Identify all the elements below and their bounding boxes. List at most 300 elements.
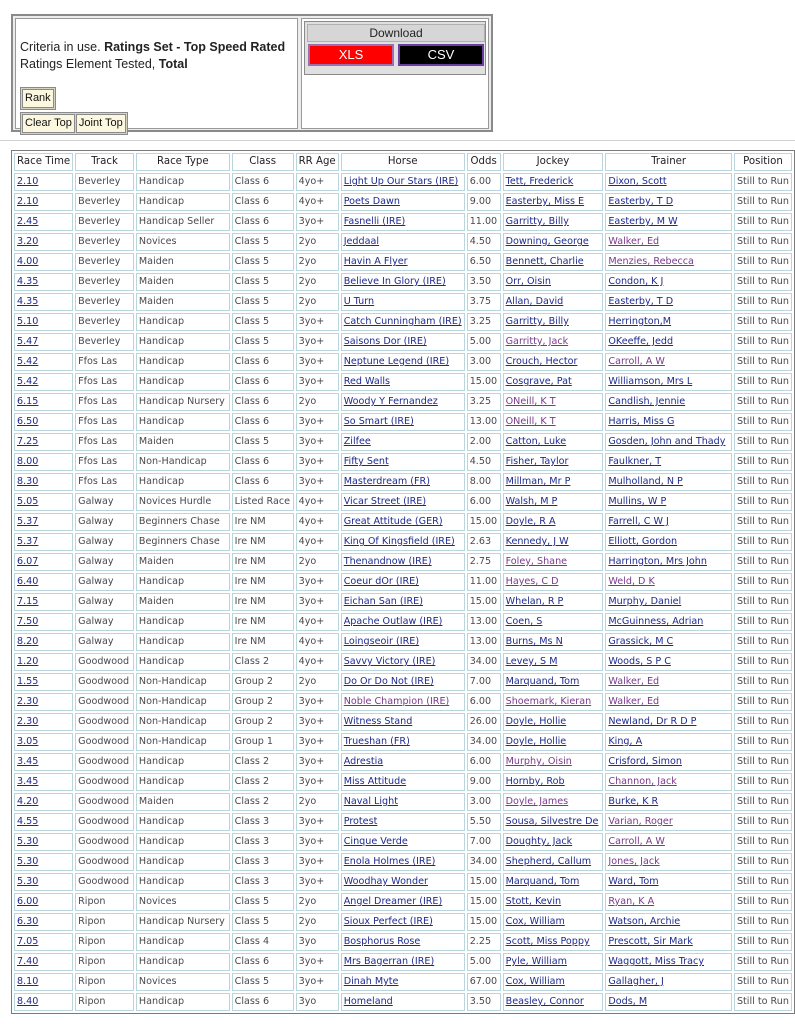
class-cell: Group 2 [232, 673, 294, 691]
table-row [14, 993, 792, 1011]
trainer-cell [605, 193, 732, 211]
ratings-set: Ratings Set - Top Speed Rated [104, 40, 286, 54]
trainer-link[interactable]: Watson, Archie [608, 916, 681, 927]
rr-age-cell: 2yo [296, 233, 339, 251]
horse-link[interactable]: Jeddaal [343, 236, 380, 247]
jockey-link[interactable]: Shoemark, Kieran [505, 696, 592, 707]
odds-cell: 6.50 [467, 253, 501, 271]
jockey-cell [503, 293, 604, 311]
horse-link[interactable]: Loingseoir (IRE) [343, 636, 420, 647]
track-cell: Beverley [75, 313, 134, 331]
rr-age-cell: 3yo [296, 993, 339, 1011]
time-cell [14, 553, 73, 571]
horse-link[interactable]: U Turn [343, 296, 375, 307]
trainer-link[interactable]: Harris, Miss G [608, 416, 675, 427]
horse-link[interactable]: Eichan San (IRE) [343, 596, 423, 607]
time-cell [14, 653, 73, 671]
rr-age-cell: 3yo+ [296, 713, 339, 731]
trainer-link[interactable]: Burke, K R [608, 796, 659, 807]
trainer-link[interactable]: Elliott, Gordon [608, 536, 678, 547]
horse-link[interactable]: Savvy Victory (IRE) [343, 656, 436, 667]
jockey-link[interactable]: Hornby, Rob [505, 776, 565, 787]
race-time-link[interactable]: 6.40 [17, 576, 39, 587]
jockey-link[interactable]: Tett, Frederick [505, 176, 574, 187]
time-cell [14, 973, 73, 991]
race-time-link[interactable]: 2.30 [17, 696, 39, 707]
jockey-link[interactable]: Easterby, Miss E [505, 196, 585, 207]
horse-link[interactable]: Naval Light [343, 796, 398, 807]
header-odds: Odds [467, 153, 501, 171]
jockey-link[interactable]: Doyle, James [505, 796, 569, 807]
horse-link[interactable]: Protest [343, 816, 378, 827]
jockey-link[interactable]: Sousa, Silvestre De [505, 816, 599, 827]
trainer-link[interactable]: Varian, Roger [608, 816, 673, 827]
horse-link[interactable]: Mrs Bagerran (IRE) [343, 956, 435, 967]
track-cell: Ripon [75, 953, 134, 971]
class-cell: Class 6 [232, 213, 294, 231]
horse-link[interactable]: Miss Attitude [343, 776, 407, 787]
horse-link[interactable]: Bosphorus Rose [343, 936, 421, 947]
trainer-link[interactable]: Weld, D K [608, 576, 655, 587]
horse-link[interactable]: Havin A Flyer [343, 256, 408, 267]
race-time-link[interactable]: 5.30 [17, 876, 39, 887]
jockey-link[interactable]: Millman, Mr P [505, 476, 571, 487]
race-time-link[interactable]: 8.20 [17, 636, 39, 647]
table-row [14, 393, 792, 411]
trainer-cell [605, 433, 732, 451]
jockey-link[interactable]: Cox, William [505, 976, 565, 987]
trainer-link[interactable]: Easterby, T D [608, 196, 674, 207]
class-cell: Class 5 [232, 893, 294, 911]
table-row [14, 193, 792, 211]
trainer-link[interactable]: Carroll, A W [608, 356, 665, 367]
track-cell: Ffos Las [75, 393, 134, 411]
jockey-link[interactable]: Whelan, R P [505, 596, 564, 607]
jockey-link[interactable]: Murphy, Oisin [505, 756, 572, 767]
trainer-link[interactable]: Easterby, M W [608, 216, 678, 227]
jockey-link[interactable]: Hayes, C D [505, 576, 559, 587]
race-time-link[interactable]: 1.55 [17, 676, 39, 687]
track-cell: Galway [75, 493, 134, 511]
horse-cell [341, 813, 465, 831]
horse-link[interactable]: Catch Cunningham (IRE) [343, 316, 462, 327]
jockey-link[interactable]: Coen, S [505, 616, 543, 627]
race-time-link[interactable]: 7.40 [17, 956, 39, 967]
race-time-link[interactable]: 7.05 [17, 936, 39, 947]
jockey-link[interactable]: ONeill, K T [505, 416, 556, 427]
trainer-cell [605, 393, 732, 411]
track-cell: Beverley [75, 213, 134, 231]
race-time-link[interactable]: 3.45 [17, 756, 39, 767]
race-time-link[interactable]: 5.05 [17, 496, 39, 507]
horse-cell [341, 493, 465, 511]
jockey-link[interactable]: Garritty, Billy [505, 316, 569, 327]
trainer-link[interactable]: Murphy, Daniel [608, 596, 682, 607]
race-time-link[interactable]: 6.15 [17, 396, 39, 407]
trainer-link[interactable]: Easterby, T D [608, 296, 674, 307]
race-time-link[interactable]: 6.00 [17, 896, 39, 907]
track-cell: Goodwood [75, 673, 134, 691]
track-cell: Goodwood [75, 853, 134, 871]
jockey-link[interactable]: Doughty, Jack [505, 836, 573, 847]
rr-age-cell: 2yo [296, 673, 339, 691]
race-type-cell: Handicap [136, 473, 230, 491]
trainer-link[interactable]: McGuinness, Adrian [608, 616, 704, 627]
time-cell [14, 813, 73, 831]
race-type-cell: Handicap Seller [136, 213, 230, 231]
jockey-link[interactable]: Marquand, Tom [505, 676, 580, 687]
trainer-cell [605, 253, 732, 271]
position-cell: Still to Run [734, 233, 792, 251]
time-cell [14, 313, 73, 331]
rr-age-cell: 3yo+ [296, 353, 339, 371]
race-type-cell: Novices [136, 233, 230, 251]
horse-link[interactable]: Do Or Do Not (IRE) [343, 676, 434, 687]
jockey-cell [503, 373, 604, 391]
jockey-link[interactable]: Foley, Shane [505, 556, 568, 567]
trainer-link[interactable]: Herrington,M [608, 316, 672, 327]
trainer-link[interactable]: Condon, K J [608, 276, 664, 287]
race-time-link[interactable]: 1.20 [17, 656, 39, 667]
jockey-cell [503, 333, 604, 351]
class-cell: Class 6 [232, 953, 294, 971]
race-time-link[interactable]: 5.30 [17, 836, 39, 847]
horse-link[interactable]: Poets Dawn [343, 196, 400, 207]
table-row [14, 333, 792, 351]
horse-link[interactable]: Masterdream (FR) [343, 476, 430, 487]
horse-link[interactable]: Cinque Verde [343, 836, 408, 847]
race-type-cell: Maiden [136, 793, 230, 811]
jockey-link[interactable]: Downing, George [505, 236, 589, 247]
position-cell: Still to Run [734, 593, 792, 611]
trainer-link[interactable]: Faulkner, T [608, 456, 662, 467]
race-time-link[interactable]: 5.42 [17, 356, 39, 367]
race-time-link[interactable]: 2.10 [17, 196, 39, 207]
header-race-time: Race Time [14, 153, 73, 171]
time-cell [14, 693, 73, 711]
trainer-link[interactable]: Walker, Ed [608, 236, 660, 247]
track-cell: Ripon [75, 993, 134, 1011]
trainer-link[interactable]: Grassick, M C [608, 636, 674, 647]
trainer-cell [605, 853, 732, 871]
rr-age-cell: 2yo [296, 553, 339, 571]
horse-link[interactable]: Noble Champion (IRE) [343, 696, 450, 707]
trainer-link[interactable]: Mulholland, N P [608, 476, 683, 487]
race-time-link[interactable]: 2.45 [17, 216, 39, 227]
race-time-link[interactable]: 5.37 [17, 536, 39, 547]
jockey-link[interactable]: Catton, Luke [505, 436, 567, 447]
race-time-link[interactable]: 5.10 [17, 316, 39, 327]
trainer-link[interactable]: Dixon, Scott [608, 176, 667, 187]
race-type-cell: Handicap [136, 353, 230, 371]
trainer-cell [605, 493, 732, 511]
odds-cell: 9.00 [467, 773, 501, 791]
trainer-link[interactable]: Harrington, Mrs John [608, 556, 707, 567]
race-time-link[interactable]: 8.10 [17, 976, 39, 987]
clear-top-button[interactable]: Clear Top [22, 114, 75, 133]
jockey-link[interactable]: Doyle, Hollie [505, 716, 567, 727]
track-cell: Ffos Las [75, 413, 134, 431]
race-time-link[interactable]: 6.50 [17, 416, 39, 427]
download-csv-button[interactable]: CSV [398, 44, 484, 66]
race-time-link[interactable]: 6.07 [17, 556, 39, 567]
jockey-cell [503, 273, 604, 291]
horse-cell [341, 173, 465, 191]
horse-cell [341, 633, 465, 651]
race-type-cell: Handicap [136, 933, 230, 951]
race-type-cell: Handicap [136, 173, 230, 191]
race-time-link[interactable]: 4.35 [17, 276, 39, 287]
odds-cell: 6.00 [467, 493, 501, 511]
class-cell: Class 6 [232, 193, 294, 211]
trainer-link[interactable]: Walker, Ed [608, 696, 660, 707]
jockey-cell [503, 233, 604, 251]
trainer-link[interactable]: Woods, S P C [608, 656, 671, 667]
track-cell: Ffos Las [75, 453, 134, 471]
criteria-prefix: Criteria in use. [20, 40, 105, 54]
trainer-link[interactable]: Ward, Tom [608, 876, 659, 887]
position-cell: Still to Run [734, 413, 792, 431]
race-time-link[interactable]: 3.05 [17, 736, 39, 747]
horse-cell [341, 593, 465, 611]
horse-link[interactable]: Zilfee [343, 436, 371, 447]
race-time-link[interactable]: 4.20 [17, 796, 39, 807]
race-time-link[interactable]: 8.00 [17, 456, 39, 467]
odds-cell: 3.25 [467, 393, 501, 411]
jockey-link[interactable]: Stott, Kevin [505, 896, 562, 907]
table-row [14, 813, 792, 831]
horse-link[interactable]: Adrestia [343, 756, 384, 767]
header-horse: Horse [341, 153, 465, 171]
jockey-cell [503, 693, 604, 711]
horse-link[interactable]: Fifty Sent [343, 456, 389, 467]
race-time-link[interactable]: 3.20 [17, 236, 39, 247]
trainer-link[interactable]: Menzies, Rebecca [608, 256, 694, 267]
trainer-link[interactable]: Prescott, Sir Mark [608, 936, 693, 947]
trainer-link[interactable]: Channon, Jack [608, 776, 677, 787]
race-time-link[interactable]: 5.37 [17, 516, 39, 527]
time-cell [14, 673, 73, 691]
time-cell [14, 933, 73, 951]
class-cell: Class 6 [232, 173, 294, 191]
horse-link[interactable]: Red Walls [343, 376, 391, 387]
horse-link[interactable]: Coeur dOr (IRE) [343, 576, 419, 587]
jockey-link[interactable]: Levey, S M [505, 656, 558, 667]
race-time-link[interactable]: 4.35 [17, 296, 39, 307]
trainer-link[interactable]: Crisford, Simon [608, 756, 682, 767]
odds-cell: 2.63 [467, 533, 501, 551]
race-time-link[interactable]: 6.30 [17, 916, 39, 927]
trainer-link[interactable]: Ryan, K A [608, 896, 655, 907]
jockey-link[interactable]: Crouch, Hector [505, 356, 578, 367]
rr-age-cell: 3yo+ [296, 593, 339, 611]
race-type-cell: Handicap Nursery [136, 913, 230, 931]
horse-link[interactable]: Witness Stand [343, 716, 413, 727]
race-type-cell: Non-Handicap [136, 453, 230, 471]
table-row [14, 293, 792, 311]
race-time-link[interactable]: 2.10 [17, 176, 39, 187]
jockey-link[interactable]: Kennedy, J W [505, 536, 569, 547]
trainer-link[interactable]: Mullins, W P [608, 496, 667, 507]
horse-cell [341, 653, 465, 671]
rr-age-cell: 3yo [296, 933, 339, 951]
jockey-link[interactable]: Beasley, Connor [505, 996, 584, 1007]
jockey-link[interactable]: ONeill, K T [505, 396, 556, 407]
jockey-cell [503, 553, 604, 571]
track-cell: Ffos Las [75, 353, 134, 371]
horse-link[interactable]: Woody Y Fernandez [343, 396, 438, 407]
race-time-link[interactable]: 4.00 [17, 256, 39, 267]
horse-cell [341, 573, 465, 591]
rr-age-cell: 2yo [296, 293, 339, 311]
odds-cell: 6.00 [467, 753, 501, 771]
trainer-cell [605, 233, 732, 251]
jockey-link[interactable]: Garritty, Jack [505, 336, 569, 347]
header-track: Track [75, 153, 134, 171]
horse-link[interactable]: So Smart (IRE) [343, 416, 414, 427]
horse-link[interactable]: Homeland [343, 996, 393, 1007]
trainer-link[interactable]: Newland, Dr R D P [608, 716, 697, 727]
race-time-link[interactable]: 7.50 [17, 616, 39, 627]
jockey-link[interactable]: Cosgrave, Pat [505, 376, 572, 387]
odds-cell: 13.00 [467, 413, 501, 431]
horse-cell [341, 733, 465, 751]
trainer-link[interactable]: Walker, Ed [608, 676, 660, 687]
horse-link[interactable]: King Of Kingsfield (IRE) [343, 536, 455, 547]
race-type-cell: Maiden [136, 293, 230, 311]
element-value: Total [158, 57, 188, 71]
time-cell [14, 333, 73, 351]
jockey-link[interactable]: Marquand, Tom [505, 876, 580, 887]
jockey-cell [503, 313, 604, 331]
position-cell: Still to Run [734, 833, 792, 851]
jockey-link[interactable]: Walsh, M P [505, 496, 558, 507]
race-type-cell: Handicap [136, 833, 230, 851]
jockey-link[interactable]: Doyle, R A [505, 516, 556, 527]
table-row [14, 473, 792, 491]
time-cell [14, 573, 73, 591]
race-time-link[interactable]: 5.47 [17, 336, 39, 347]
position-cell: Still to Run [734, 733, 792, 751]
horse-link[interactable]: Believe In Glory (IRE) [343, 276, 446, 287]
horse-link[interactable]: Saisons Dor (IRE) [343, 336, 427, 347]
horse-link[interactable]: Neptune Legend (IRE) [343, 356, 450, 367]
trainer-link[interactable]: Jones, Jack [608, 856, 660, 867]
horse-link[interactable]: Woodhay Wonder [343, 876, 428, 887]
trainer-link[interactable]: Carroll, A W [608, 836, 665, 847]
race-time-link[interactable]: 4.55 [17, 816, 39, 827]
horse-link[interactable]: Sioux Perfect (IRE) [343, 916, 433, 927]
horse-link[interactable]: Enola Holmes (IRE) [343, 856, 436, 867]
horse-link[interactable]: Dinah Myte [343, 976, 399, 987]
trainer-link[interactable]: Candlish, Jennie [608, 396, 686, 407]
trainer-cell [605, 753, 732, 771]
class-cell: Group 2 [232, 693, 294, 711]
trainer-link[interactable]: Gallagher, J [608, 976, 664, 987]
jockey-link[interactable]: Doyle, Hollie [505, 736, 567, 747]
odds-cell: 7.00 [467, 673, 501, 691]
class-cell: Group 2 [232, 713, 294, 731]
horse-cell [341, 413, 465, 431]
jockey-link[interactable]: Pyle, William [505, 956, 567, 967]
horse-link[interactable]: Great Attitude (GER) [343, 516, 443, 527]
joint-top-button[interactable]: Joint Top [76, 114, 126, 133]
race-time-link[interactable]: 8.30 [17, 476, 39, 487]
jockey-link[interactable]: Allan, David [505, 296, 564, 307]
trainer-link[interactable]: Gosden, John and Thady [608, 436, 726, 447]
horse-link[interactable]: Fasnelli (IRE) [343, 216, 406, 227]
trainer-link[interactable]: King, A [608, 736, 643, 747]
rr-age-cell: 2yo [296, 273, 339, 291]
race-time-link[interactable]: 2.30 [17, 716, 39, 727]
horse-link[interactable]: Apache Outlaw (IRE) [343, 616, 443, 627]
trainer-link[interactable]: OKeeffe, Jedd [608, 336, 674, 347]
time-cell [14, 953, 73, 971]
horse-link[interactable]: Trueshan (FR) [343, 736, 410, 747]
download-cell [301, 18, 489, 129]
table-row [14, 433, 792, 451]
position-cell: Still to Run [734, 473, 792, 491]
race-time-link[interactable]: 7.25 [17, 436, 39, 447]
table-row [14, 233, 792, 251]
jockey-link[interactable]: Orr, Oisin [505, 276, 551, 287]
horse-link[interactable]: Vicar Street (IRE) [343, 496, 427, 507]
horse-link[interactable]: Thenandnow (IRE) [343, 556, 432, 567]
race-time-link[interactable]: 8.40 [17, 996, 39, 1007]
time-cell [14, 633, 73, 651]
race-time-link[interactable]: 5.30 [17, 856, 39, 867]
horse-cell [341, 993, 465, 1011]
table-row [14, 413, 792, 431]
jockey-link[interactable]: Bennett, Charlie [505, 256, 584, 267]
track-cell: Beverley [75, 193, 134, 211]
jockey-link[interactable]: Cox, William [505, 916, 565, 927]
jockey-cell [503, 813, 604, 831]
jockey-link[interactable]: Shepherd, Callum [505, 856, 592, 867]
rr-age-cell: 2yo [296, 893, 339, 911]
rr-age-cell: 3yo+ [296, 333, 339, 351]
horse-cell [341, 253, 465, 271]
position-cell: Still to Run [734, 573, 792, 591]
table-row [14, 693, 792, 711]
race-time-link[interactable]: 5.42 [17, 376, 39, 387]
trainer-link[interactable]: Dods, M [608, 996, 648, 1007]
position-cell: Still to Run [734, 493, 792, 511]
rr-age-cell: 2yo [296, 913, 339, 931]
race-time-link[interactable]: 3.45 [17, 776, 39, 787]
race-time-link[interactable]: 7.15 [17, 596, 39, 607]
table-row [14, 653, 792, 671]
jockey-link[interactable]: Scott, Miss Poppy [505, 936, 590, 947]
jockey-link[interactable]: Garritty, Billy [505, 216, 569, 227]
trainer-link[interactable]: Williamson, Mrs L [608, 376, 693, 387]
horse-link[interactable]: Angel Dreamer (IRE) [343, 896, 443, 907]
position-cell: Still to Run [734, 693, 792, 711]
rank-button[interactable]: Rank [22, 89, 54, 108]
position-cell: Still to Run [734, 173, 792, 191]
horse-link[interactable]: Light Up Our Stars (IRE) [343, 176, 459, 187]
trainer-link[interactable]: Farrell, C W J [608, 516, 669, 527]
jockey-link[interactable]: Burns, Ms N [505, 636, 563, 647]
time-cell [14, 733, 73, 751]
download-xls-button[interactable]: XLS [308, 44, 394, 66]
jockey-cell [503, 733, 604, 751]
horse-cell [341, 473, 465, 491]
class-cell: Ire NM [232, 593, 294, 611]
trainer-link[interactable]: Waggott, Miss Tracy [608, 956, 705, 967]
jockey-link[interactable]: Fisher, Taylor [505, 456, 569, 467]
trainer-cell [605, 653, 732, 671]
